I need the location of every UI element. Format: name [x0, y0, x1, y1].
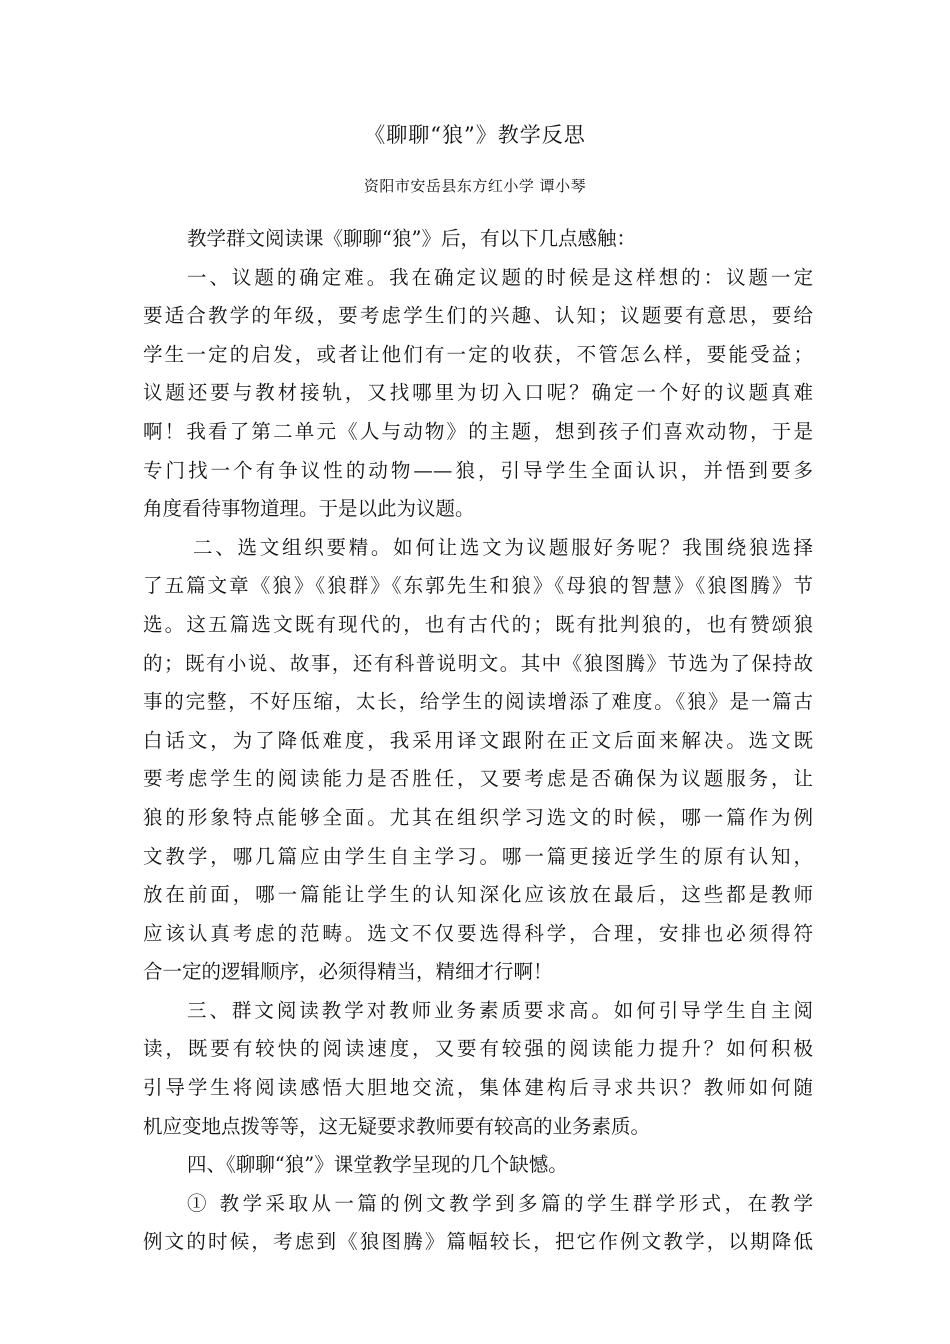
text-line: 要考虑学生的阅读能力是否胜任，又要考虑是否确保为议题服务，让 [143, 767, 813, 791]
text-line: 四、《聊聊“狼”》课堂教学呈现的几个缺憾。 [187, 1153, 568, 1177]
text-line: 选。这五篇选文既有现代的，也有古代的；既有批判狼的，也有赞颂狼 [143, 612, 813, 636]
text-line: 教学群文阅读课《聊聊“狼”》后，有以下几点感触： [187, 227, 636, 250]
text-line: 读，既要有较快的阅读速度，又要有较强的阅读能力提升？如何积极 [143, 1037, 813, 1061]
text-line: 三、群文阅读教学对教师业务素质要求高。如何引导学生自主阅 [187, 998, 813, 1022]
document-author: 资阳市安岳县东方红小学 谭小琴 [363, 177, 587, 195]
text-line: 的；既有小说、故事，还有科普说明文。其中《狼图腾》节选为了保持故 [143, 651, 813, 675]
text-line: 放在前面，哪一篇能让学生的认知深化应该放在最后，这些都是教师 [143, 883, 813, 907]
text-line: 事的完整，不好压缩，太长，给学生的阅读增添了难度。《狼》是一篇古 [143, 690, 813, 714]
text-line: 议题还要与教材接轨，又找哪里为切入口呢？确定一个好的议题真难 [143, 381, 813, 405]
document-title: 《聊聊“狼”》教学反思 [364, 123, 586, 147]
text-line: 引导学生将阅读感悟大胆地交流，集体建构后寻求共识？教师如何随 [143, 1076, 813, 1100]
text-line: 白话文，为了降低难度，我采用译文跟附在正文后面来解决。选文既 [143, 728, 813, 752]
text-line: 啊！我看了第二单元《人与动物》的主题，想到孩子们喜欢动物，于是 [143, 419, 813, 443]
document-body [143, 220, 813, 1262]
text-line: 合一定的逻辑顺序，必须得精当，精细才行啊！ [143, 960, 553, 984]
text-line: 文教学，哪几篇应由学生自主学习。哪一篇更接近学生的原有认知， [143, 844, 813, 868]
text-line: 一、议题的确定难。我在确定议题的时候是这样想的：议题一定 [187, 265, 813, 289]
text-line: 要适合教学的年级，要考虑学生们的兴趣、认知；议题要有意思，要给 [143, 304, 813, 328]
text-line: ① 教学采取从一篇的例文教学到多篇的学生群学形式，在教学 [187, 1191, 813, 1215]
text-line: 机应变地点拨等等，这无疑要求教师要有较高的业务素质。 [143, 1114, 651, 1138]
text-line: 学生一定的启发，或者让他们有一定的收获，不管怎么样，要能受益； [143, 342, 813, 366]
text-line: 角度看待事物道理。于是以此为议题。 [143, 497, 475, 521]
text-line: 二、选文组织要精。如何让选文为议题服好务呢？我围绕狼选择 [193, 535, 813, 559]
text-line: 狼的形象特点能够全面。尤其在组织学习选文的时候，哪一篇作为例 [143, 805, 813, 829]
text-line: 专门找一个有争议性的动物——狼，引导学生全面认识，并悟到要多 [143, 458, 813, 482]
text-line: 例文的时候，考虑到《狼图腾》篇幅较长，把它作例文教学，以期降低 [143, 1230, 813, 1254]
text-line: 了五篇文章《狼》《狼群》《东郭先生和狼》《母狼的智慧》《狼图腾》节 [143, 574, 813, 598]
text-line: 应该认真考虑的范畴。选文不仅要选得科学，合理，安排也必须得符 [143, 921, 813, 945]
